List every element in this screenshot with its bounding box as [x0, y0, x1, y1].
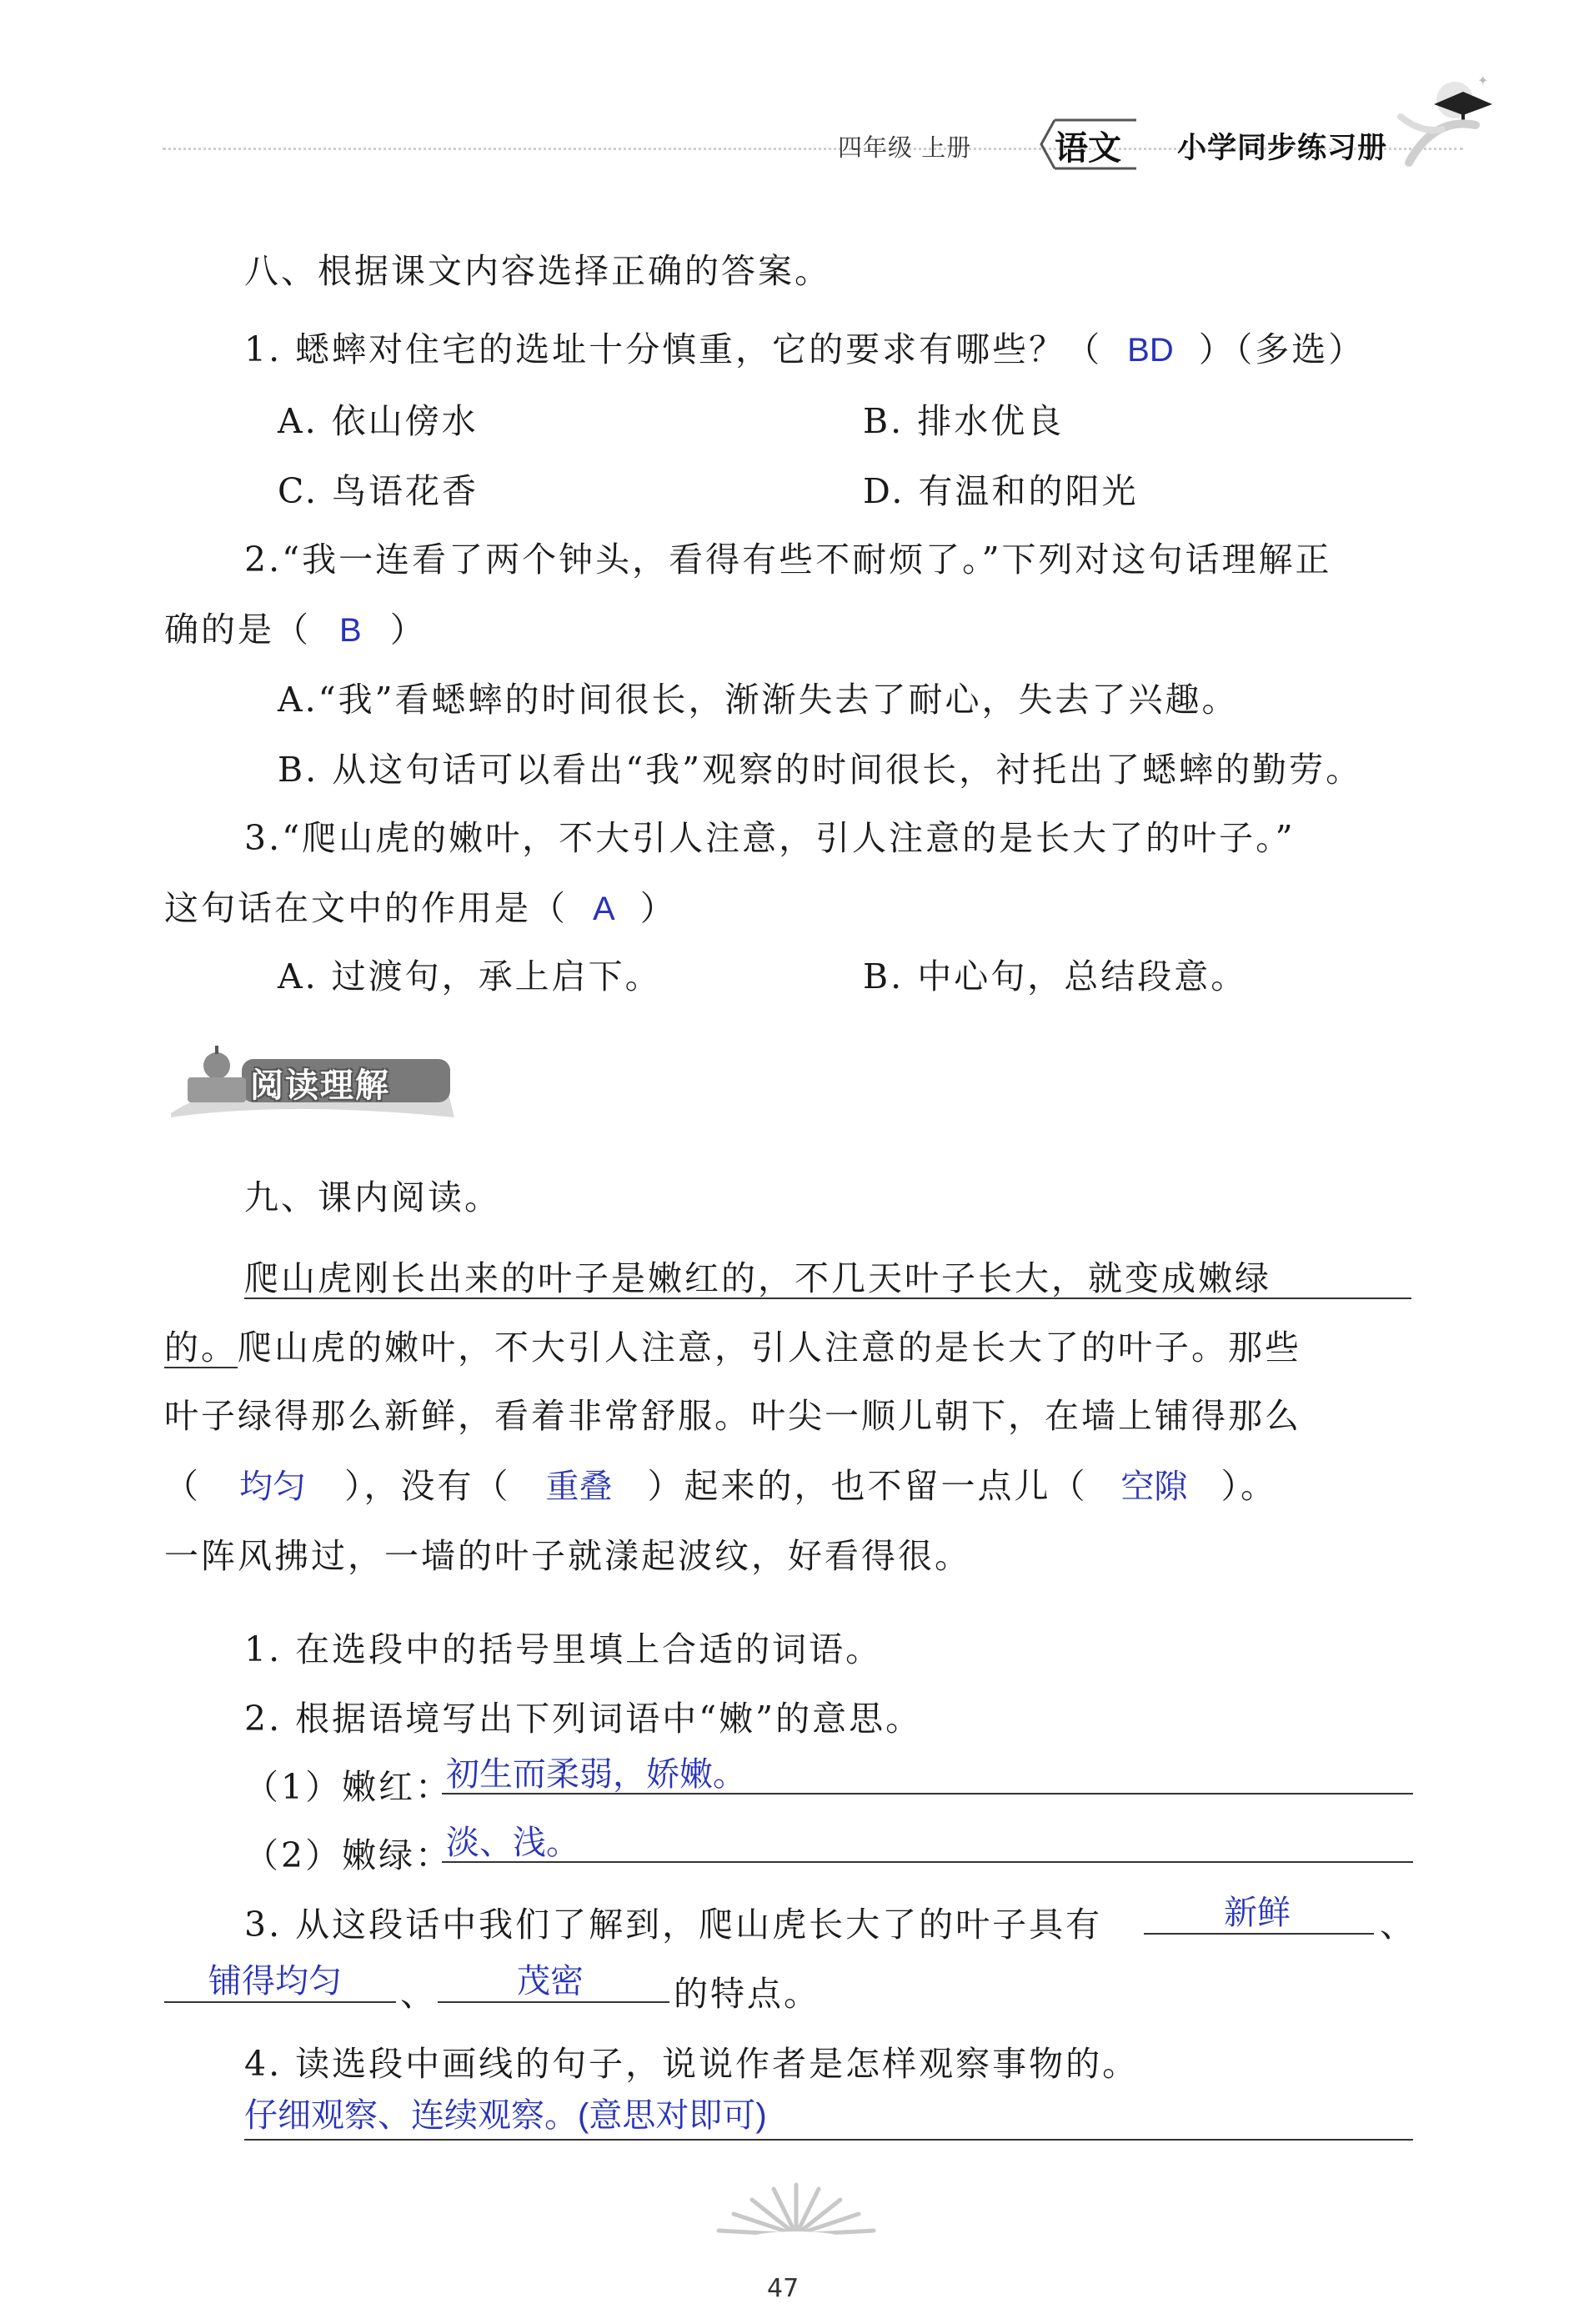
s9-q3-tail: 的特点。 — [674, 1974, 820, 2014]
q3-option-b: B. 中心句，总结段意。 — [863, 956, 1248, 996]
q3-answer: A — [593, 891, 615, 927]
passage-blank-2: 重叠 — [545, 1468, 613, 1505]
s9-q2-item1-label: （1）嫩红： — [244, 1767, 453, 1807]
q3-line2: 这句话在文中的作用是（ A ） — [164, 888, 677, 928]
q2-line2: 确的是（ B ） — [164, 610, 427, 650]
q1-option-b: B. 排水优良 — [863, 401, 1065, 441]
page-number: 47 — [767, 2274, 800, 2303]
banner-label: 阅读理解 — [250, 1067, 390, 1105]
q2-option-a: A.“我”看蟋蟀的时间很长，渐渐失去了耐心，失去了兴趣。 — [278, 680, 1239, 720]
q1-option-a: A. 依山傍水 — [278, 401, 479, 441]
s9-q3-blank-3: 茂密 — [517, 1963, 584, 2000]
s9-q2-stem: 2. 根据语境写出下列词语中“嫩”的意思。 — [244, 1699, 923, 1739]
q1-stem: 1. 蟋蟀对住宅的选址十分慎重，它的要求有哪些？（ BD ）（多选） — [244, 329, 1366, 369]
header-grade: 四年级 上册 — [838, 133, 972, 162]
svg-text:✦: ✦ — [1477, 73, 1489, 88]
s9-q2-item1-answer: 初生而柔弱，娇嫩。 — [446, 1756, 746, 1793]
q2-line1: 2.“我一连看了两个钟头，看得有些不耐烦了。”下列对这句话理解正 — [244, 540, 1332, 580]
passage-line3: 叶子绿得那么新鲜，看着非常舒服。叶尖一顺儿朝下，在墙上铺得那么 — [164, 1396, 1301, 1436]
graduate-logo-icon — [1384, 67, 1492, 175]
s9-q3-blank-2: 铺得均匀 — [208, 1963, 342, 2000]
s9-q2-item2-line — [442, 1861, 1413, 1863]
passage-blank-3: 空隙 — [1120, 1468, 1188, 1505]
s9-q3-sep-2: 、 — [400, 1974, 437, 2014]
q3-option-a: A. 过渡句，承上启下。 — [278, 956, 662, 996]
s9-q3-blank-2-line — [164, 2001, 396, 2003]
q1-option-d: D. 有温和的阳光 — [863, 471, 1139, 511]
s9-q2-item2-label: （2）嫩绿： — [244, 1835, 453, 1875]
s9-q4-answer: 仔细观察、连续观察。(意思对即可) — [244, 2097, 767, 2134]
s9-q4-stem: 4. 读选段中画线的句子，说说作者是怎样观察事物的。 — [244, 2044, 1140, 2084]
s9-q2-item2-answer: 淡、浅。 — [446, 1825, 579, 1861]
s9-q3-blank-3-line — [438, 2001, 669, 2003]
q2-option-b: B. 从这句话可以看出“我”观察的时间很长，衬托出了蟋蟀的勤劳。 — [278, 750, 1363, 790]
passage-line1: 爬山虎刚长出来的叶子是嫩红的，不几天叶子长大，就变成嫩绿 — [244, 1258, 1271, 1298]
s9-q2-item1-line — [442, 1793, 1413, 1794]
header-subject: 语文 — [1055, 128, 1121, 168]
q2-answer: B — [339, 612, 362, 649]
header-book-title: 小学同步练习册 — [1177, 132, 1388, 165]
passage-line2: 的。爬山虎的嫩叶，不大引人注意，引人注意的是长大了的叶子。那些 — [164, 1328, 1301, 1368]
passage-line5: 一阵风拂过，一墙的叶子就漾起波纹，好看得很。 — [164, 1536, 971, 1576]
sun-rays-decoration — [700, 2168, 892, 2243]
q1-option-c: C. 鸟语花香 — [278, 471, 479, 511]
passage-line4: （ 均匀 ），没有（ 重叠 ）起来的，也不留一点儿（ 空隙 ）。 — [164, 1466, 1277, 1506]
s9-q1: 1. 在选段中的括号里填上合适的词语。 — [244, 1629, 883, 1669]
s9-q3-blank-1-line — [1144, 1933, 1374, 1935]
s9-q3-blank-1: 新鲜 — [1224, 1895, 1291, 1931]
s9-q4-line — [244, 2139, 1413, 2141]
q1-answer: BD — [1127, 332, 1174, 369]
section8-title: 八、根据课文内容选择正确的答案。 — [244, 251, 831, 291]
section9-title: 九、课内阅读。 — [244, 1177, 501, 1217]
passage-underline-1 — [244, 1298, 1411, 1299]
s9-q3-stem: 3. 从这段话中我们了解到，爬山虎长大了的叶子具有 — [244, 1905, 1103, 1945]
passage-underline-2 — [164, 1367, 238, 1368]
q3-line1: 3.“爬山虎的嫩叶，不大引人注意，引人注意的是长大了的叶子。” — [244, 818, 1296, 858]
passage-blank-1: 均匀 — [239, 1468, 306, 1505]
s9-q3-sep-1: 、 — [1380, 1905, 1416, 1945]
